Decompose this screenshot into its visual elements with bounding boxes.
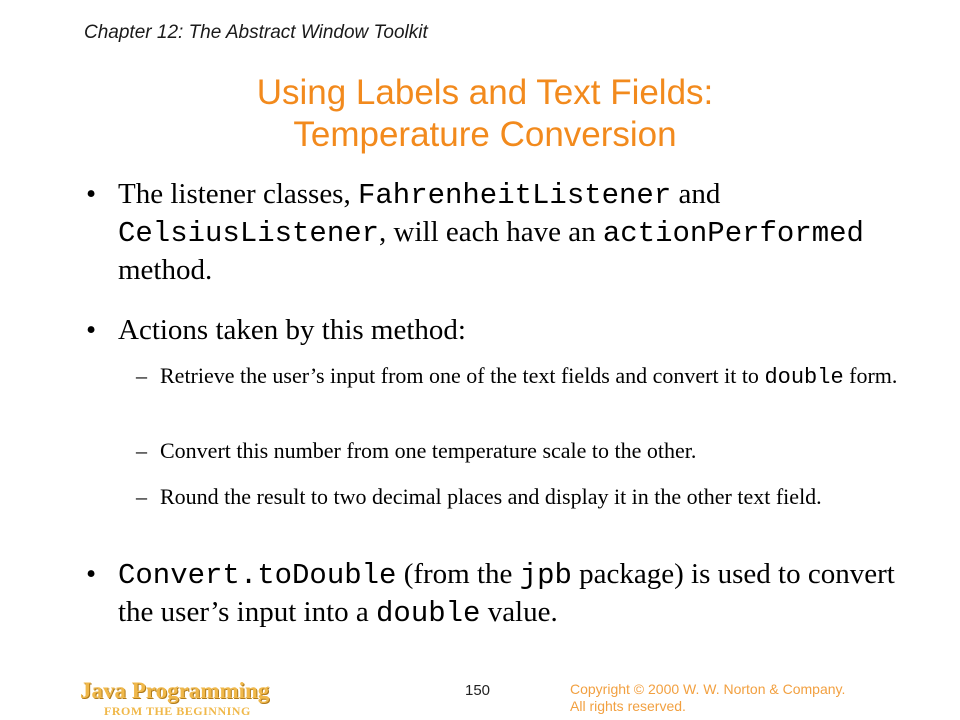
bullet-mark: • <box>86 314 97 346</box>
bullet-text: The listener classes, <box>118 178 358 210</box>
book-logo-subtitle: FROM THE BEGINNING <box>104 704 251 718</box>
bullet-convert-to-double <box>86 556 898 632</box>
bullet-text: Actions taken by this method: <box>118 314 466 346</box>
page-number: 150 <box>465 682 491 699</box>
bullet-mark: • <box>86 178 97 210</box>
slide-title-line-1: Using Labels and Text Fields: <box>256 73 714 112</box>
chapter-heading: Chapter 12: The Abstract Window Toolkit <box>84 22 428 43</box>
code-convert-to-double: Convert.toDouble <box>118 559 397 592</box>
code-celsius-listener: CelsiusListener <box>118 217 380 250</box>
sub-bullet-round-result <box>136 482 900 512</box>
bullet-text: method. <box>118 254 213 286</box>
bullet-listener-classes <box>86 176 898 289</box>
copyright-line-2: All rights reserved. <box>570 698 686 714</box>
copyright-notice <box>570 681 845 715</box>
sub-bullet-text: Round the result to two decimal places and display it in the other text field. <box>160 484 822 509</box>
bullet-text: (from the <box>396 558 520 590</box>
bullet-text: package) is used to convert the user’s input into a <box>118 558 895 628</box>
code-double: double <box>376 597 481 630</box>
code-action-performed: actionPerformed <box>602 217 864 250</box>
book-logo-title: Java Programming <box>80 678 270 703</box>
copyright-line-1: Copyright © 2000 W. W. Norton & Company. <box>570 681 846 697</box>
dash-mark: – <box>136 438 147 463</box>
bullet-actions-taken <box>86 312 898 349</box>
sub-bullet-text: Retrieve the user’s input from one of the text fields and convert it to <box>160 363 765 388</box>
sub-bullet-convert-scale <box>136 436 900 466</box>
bullet-text: , will each have an <box>379 216 603 248</box>
dash-mark: – <box>136 363 147 388</box>
code-double: double <box>764 365 844 390</box>
sub-bullet-retrieve-input <box>136 361 900 393</box>
sub-bullet-text: form. <box>843 363 898 388</box>
bullet-text: and <box>671 178 721 210</box>
bullet-mark: • <box>86 558 97 590</box>
dash-mark: – <box>136 484 147 509</box>
sub-bullet-text: Convert this number from one temperature scale to the other. <box>160 438 697 463</box>
code-jpb: jpb <box>519 559 572 592</box>
slide-title-line-2: Temperature Conversion <box>293 115 677 154</box>
code-fahrenheit-listener: FahrenheitListener <box>357 179 672 212</box>
bullet-text: value. <box>480 596 558 628</box>
